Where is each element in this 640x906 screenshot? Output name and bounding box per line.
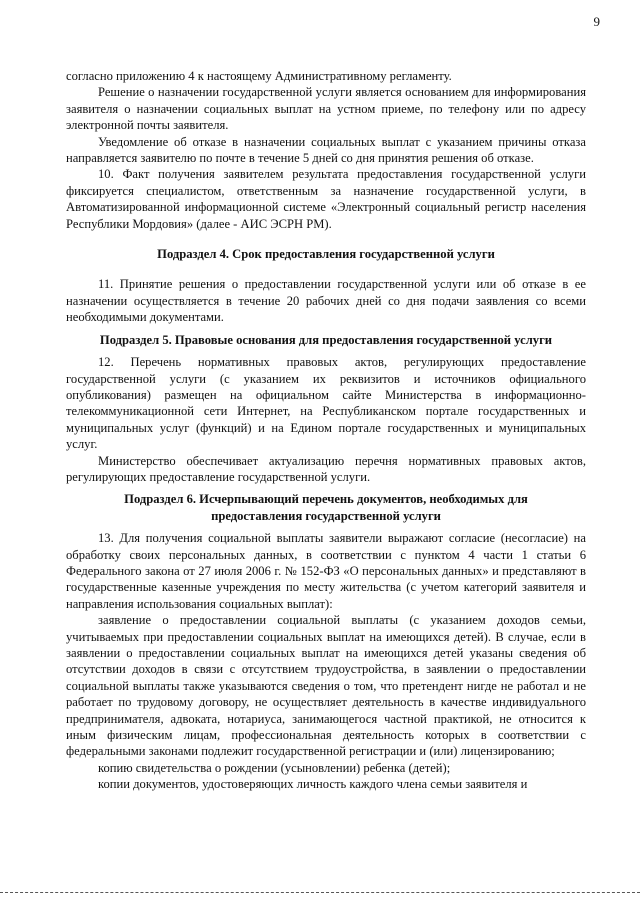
paragraph-ministry-updates: Министерство обеспечивает актуализацию перечня нормативных правовых актов, регулирующих предоставление государственной услуги. (66, 453, 586, 484)
subsection-6-heading-line1: Подраздел 6. Исчерпывающий перечень документов, необходимых для (124, 492, 528, 507)
subsection-6-heading-line2: предоставления государственной услуги (211, 508, 441, 523)
page-bottom-divider (0, 892, 640, 894)
page-number: 9 (593, 14, 600, 29)
paragraph-item-13: 13. Для получения социальной выплаты заявители выражают согласие (несогласие) на обработку своих персональных данных, в соответствии с пунктом 4 части 1 статьи 6 Федерального закона от 27 июля 2006 г. № 152-ФЗ «О персональных данных» и представляют в государственные казенные учреждения по месту жительства (с учетом категорий заявителя и направления использования социальных выплат): (66, 531, 586, 611)
paragraph-refusal-notice: Уведомление об отказе в назначении социальных выплат с указанием причины отказа направляется заявителю по почте в течение 5 дней со дня принятия решения об отказе. (66, 134, 586, 166)
subsection-6-heading (66, 491, 586, 524)
subsection-4-heading: Подраздел 4. Срок предоставления государственной услуги (157, 247, 495, 262)
paragraph-identity-documents: копии документов, удостоверяющих личность каждого члена семьи заявителя и (98, 777, 528, 792)
paragraph-item-10: 10. Факт получения заявителем результата предоставления государственной услуги фиксируется специалистом, ответственным за назначение государственной услуги, в Автоматизированной информационной системе «Электронный социальный регистр населения Республики Мордовия» (далее - АИС ЭСРН РМ). (66, 167, 586, 231)
paragraph-continuation: согласно приложению 4 к настоящему Административному регламенту. (66, 69, 452, 83)
paragraph-birth-certificate: копию свидетельства о рождении (усыновлении) ребенка (детей); (98, 760, 451, 775)
paragraph-item-11: 11. Принятие решения о предоставлении государственной услуги или об отказе в ее назначении осуществляется в течение 20 рабочих дней со дня подачи заявления со всеми необходимыми документами. (66, 277, 586, 325)
document-body (66, 68, 586, 793)
paragraph-application: заявление о предоставлении социальной выплаты (с указанием доходов семьи, учитываемых при предоставлении социальных выплат на имеющихся детей). В случае, если в заявлении о предоставлении социальных выплат на имеющихся детей указаны сведения об отсутствии доходов в связи с отсутствием трудоустройства, в заявлении о предоставлении социальной выплаты также указываются сведения о том, что претендент нигде не работал и не работает по трудовому договору, не осуществляет деятельность в качестве индивидуального предпринимателя, адвоката, нотариуса, занимающегося частной практикой, не относится к иным физическим лицам, профессиональная деятельность которых в соответствии с федеральными законами подлежит государственной регистрации и (или) лицензированию; (66, 613, 586, 759)
paragraph-decision-info: Решение о назначении государственной услуги является основанием для информирования заявителя о назначении социальных выплат на устном приеме, по телефону или по адресу электронной почты заявителя. (66, 85, 586, 133)
paragraph-item-12: 12. Перечень нормативных правовых актов, регулирующих предоставление государственной услуги (с указанием их реквизитов и источников официального опубликования) размещен на официальном сайте Министерства в информационно-телекоммуникационной сети Интернет, на Республиканском портале государственных и муниципальных услуг (функций) и на Едином портале государственных и муниципальных услуг. (66, 355, 586, 452)
subsection-5-heading: Подраздел 5. Правовые основания для предоставления государственной услуги (99, 332, 553, 347)
